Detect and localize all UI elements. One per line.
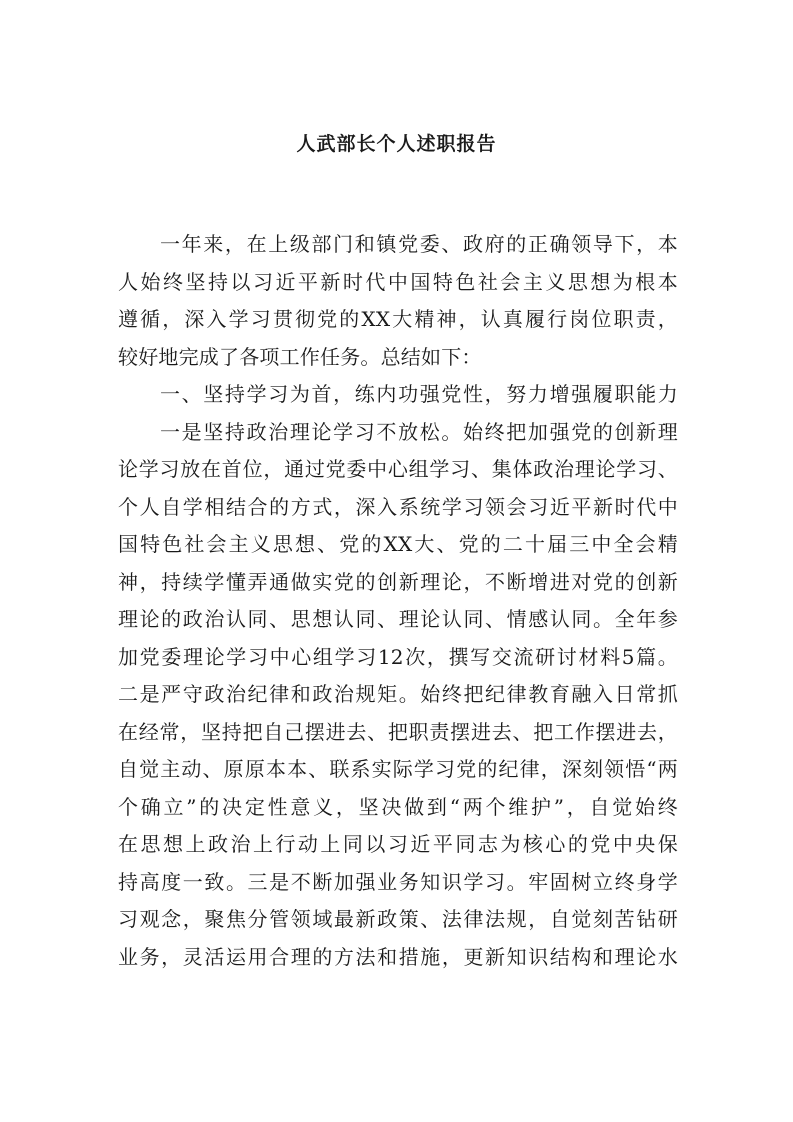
text-line: 持高度一致。三是不断加强业务知识学习。牢固树立终身学 [118,869,678,894]
text-line: 较好地完成了各项工作任务。总结如下： [118,344,482,369]
text-line: 习观念，聚焦分管领域最新政策、法律法规，自觉刻苦钻研 [118,907,678,931]
text-line: 加党委理论学习中心组学习12次，撰写交流研讨材料5篇。 [118,644,678,669]
text-line: 论学习放在首位，通过党委中心组学习、集体政治理论学习、 [118,457,678,481]
text-line: 人始终坚持以习近平新时代中国特色社会主义思想为根本 [118,269,678,294]
text-line: 自觉主动、原原本本、联系实际学习党的纪律，深刻领悟“两 [118,757,678,781]
text-line: 个确立”的决定性意义，坚决做到“两个维护”，自觉始终 [118,794,678,819]
text-line: 神，持续学懂弄通做实党的创新理论，不断增进对党的创新 [118,569,678,594]
text-line: 遵循，深入学习贯彻党的XX大精神，认真履行岗位职责， [118,307,678,331]
text-line: 理论的政治认同、思想认同、理论认同、情感认同。全年参 [118,607,678,631]
text-line: 在思想上政治上行动上同以习近平同志为核心的党中央保 [118,832,678,856]
text-line: 二是严守政治纪律和政治规矩。始终把纪律教育融入日常抓 [118,682,678,706]
document-body [118,226,678,976]
text-line: 一是坚持政治理论学习不放松。始终把加强党的创新理 [160,419,678,444]
text-line: 业务，灵活运用合理的方法和措施，更新知识结构和理论水 [118,944,678,969]
text-line: 个人自学相结合的方式，深入系统学习领会习近平新时代中 [118,494,678,519]
document-title: 人武部长个人述职报告 [296,133,497,155]
text-line: 一、坚持学习为首，练内功强党性，努力增强履职能力 [160,382,678,406]
text-line: 国特色社会主义思想、党的XX大、党的二十届三中全会精 [118,532,678,556]
text-line: 在经常，坚持把自己摆进去、把职责摆进去、把工作摆进去， [118,719,678,744]
text-line: 一年来，在上级部门和镇党委、政府的正确领导下，本 [160,232,678,256]
